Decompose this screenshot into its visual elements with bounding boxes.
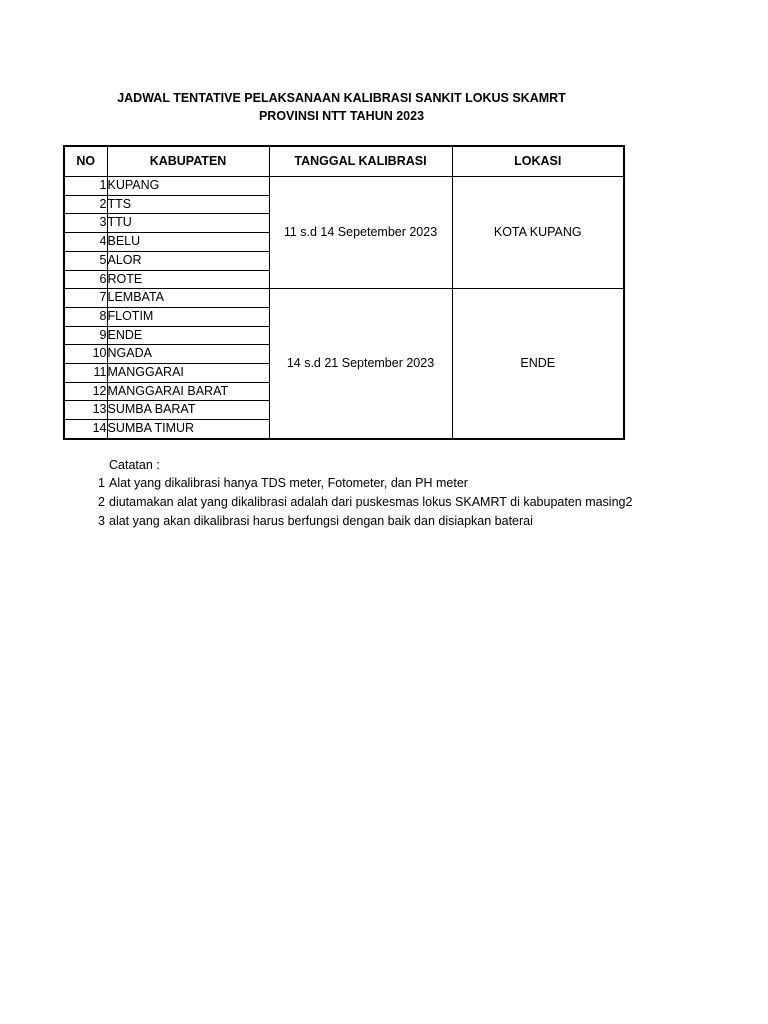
- header-tanggal-kalibrasi: TANGGAL KALIBRASI: [269, 146, 452, 177]
- kabupaten-name: KUPANG: [107, 177, 269, 196]
- row-number: 2: [64, 195, 107, 214]
- schedule-table: [63, 145, 625, 440]
- table-row: [64, 177, 624, 196]
- kabupaten-name: MANGGARAI BARAT: [107, 382, 269, 401]
- row-number: 11: [64, 364, 107, 383]
- kabupaten-name: SUMBA BARAT: [107, 401, 269, 420]
- kabupaten-name: BELU: [107, 233, 269, 252]
- note-text: alat yang akan dikalibrasi harus berfungsi dengan baik dan disiapkan baterai: [109, 514, 533, 528]
- tanggal-kalibrasi-group-2: 14 s.d 21 September 2023: [269, 289, 452, 439]
- kabupaten-name: ROTE: [107, 270, 269, 289]
- row-number: 8: [64, 307, 107, 326]
- row-number: 6: [64, 270, 107, 289]
- row-number: 12: [64, 382, 107, 401]
- lokasi-group-1: KOTA KUPANG: [452, 177, 624, 289]
- table-header-row: [64, 146, 624, 177]
- header-kabupaten: KABUPATEN: [107, 146, 269, 177]
- document-subtitle: PROVINSI NTT TAHUN 2023: [258, 109, 425, 123]
- note-text: Alat yang dikalibrasi hanya TDS meter, Fotometer, dan PH meter: [109, 476, 468, 490]
- kabupaten-name: ALOR: [107, 251, 269, 270]
- tanggal-kalibrasi-group-1: 11 s.d 14 Sepetember 2023: [269, 177, 452, 289]
- kabupaten-name: MANGGARAI: [107, 364, 269, 383]
- note-number: 2: [98, 495, 105, 509]
- header-lokasi: LOKASI: [452, 146, 624, 177]
- header-no: NO: [64, 146, 107, 177]
- row-number: 9: [64, 326, 107, 345]
- kabupaten-name: ENDE: [107, 326, 269, 345]
- kabupaten-name: SUMBA TIMUR: [107, 420, 269, 439]
- row-number: 4: [64, 233, 107, 252]
- row-number: 1: [64, 177, 107, 196]
- kabupaten-name: TTU: [107, 214, 269, 233]
- row-number: 10: [64, 345, 107, 364]
- row-number: 13: [64, 401, 107, 420]
- kabupaten-name: LEMBATA: [107, 289, 269, 308]
- document-title: JADWAL TENTATIVE PELAKSANAAN KALIBRASI SANKIT LOKUS SKAMRT: [117, 91, 566, 105]
- row-number: 7: [64, 289, 107, 308]
- kabupaten-name: FLOTIM: [107, 307, 269, 326]
- row-number: 5: [64, 251, 107, 270]
- note-number: 3: [98, 514, 105, 528]
- note-text: diutamakan alat yang dikalibrasi adalah dari puskesmas lokus SKAMRT di kabupaten masing2: [109, 495, 633, 509]
- row-number: 14: [64, 420, 107, 439]
- kabupaten-name: TTS: [107, 195, 269, 214]
- note-number: 1: [98, 476, 105, 490]
- row-number: 3: [64, 214, 107, 233]
- kabupaten-name: NGADA: [107, 345, 269, 364]
- lokasi-group-2: ENDE: [452, 289, 624, 439]
- table-row: [64, 289, 624, 308]
- notes-heading: Catatan :: [109, 458, 160, 472]
